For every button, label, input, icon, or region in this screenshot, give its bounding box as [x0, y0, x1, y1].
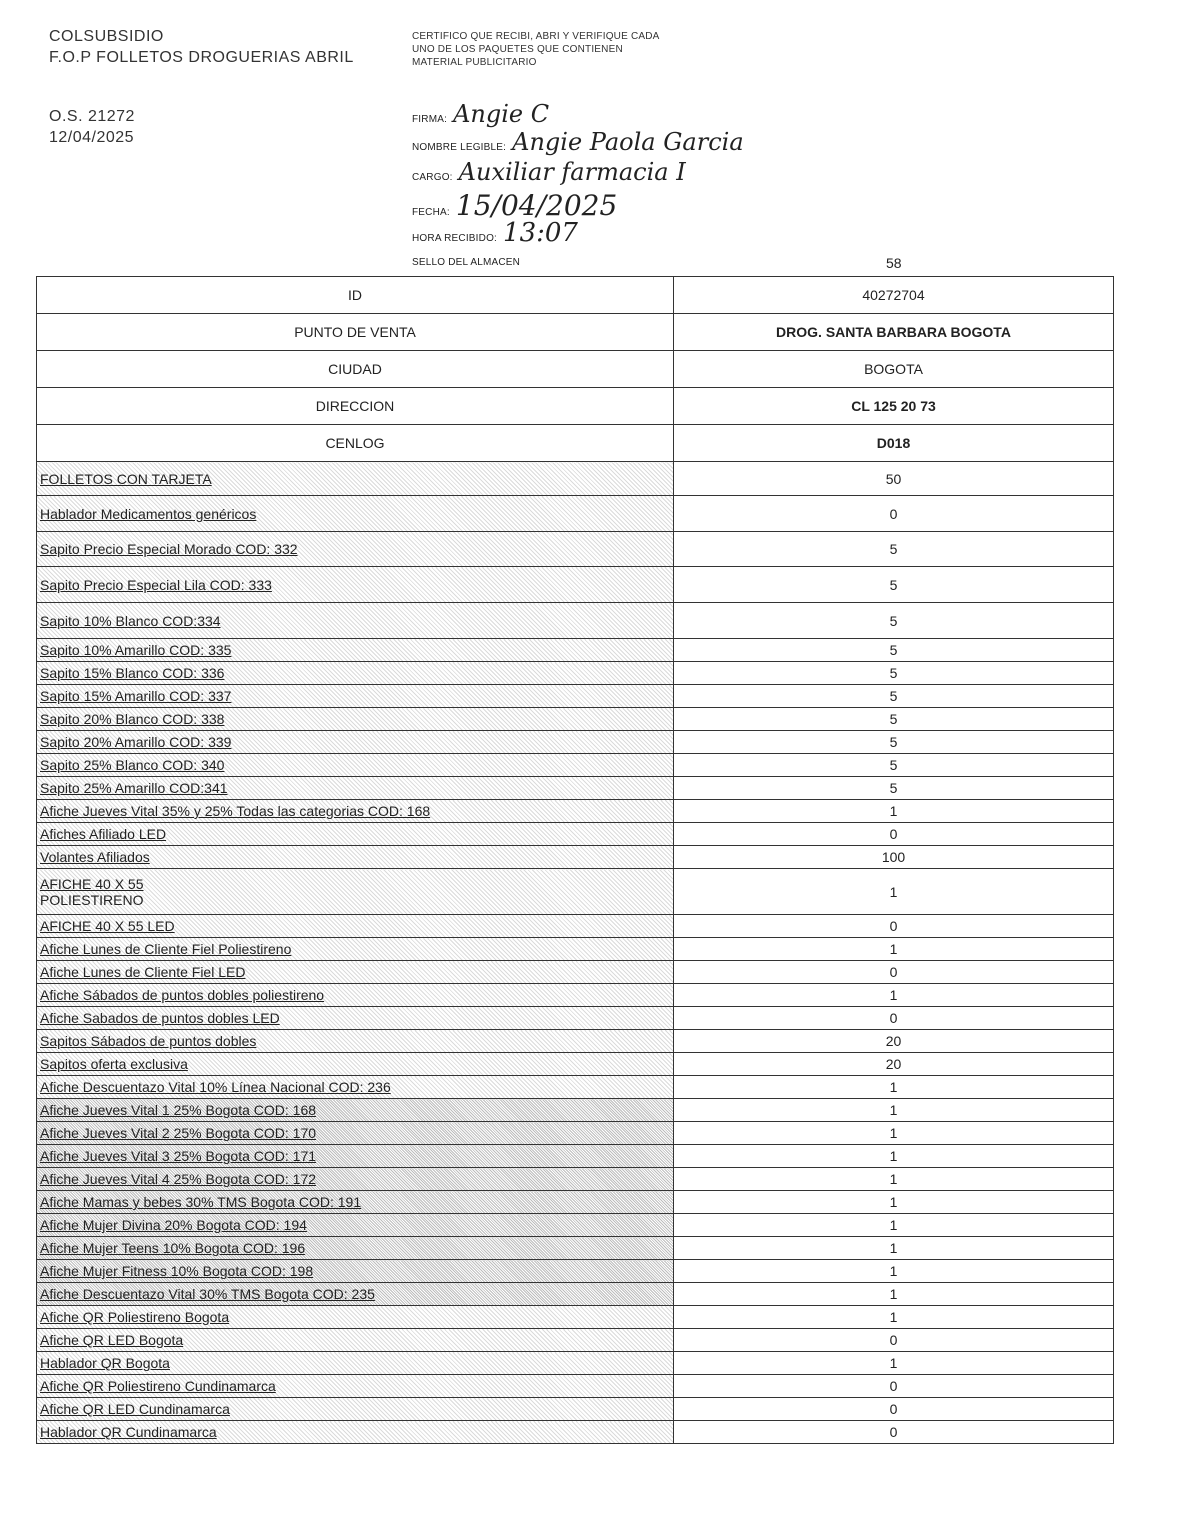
hora-field	[412, 218, 578, 248]
delivery-table-body	[37, 277, 1114, 1444]
item-label	[37, 961, 674, 984]
item-label-text: Sapito Precio Especial Morado COD: 332	[40, 541, 298, 557]
item-label-text: Sapito 15% Blanco COD: 336	[40, 665, 225, 681]
item-label-text: Sapito 20% Blanco COD: 338	[40, 711, 225, 727]
item-quantity: 5	[674, 731, 1114, 754]
item-quantity: 1	[674, 1283, 1114, 1306]
item-row	[37, 1352, 1114, 1375]
item-row	[37, 1168, 1114, 1191]
item-row	[37, 1122, 1114, 1145]
order-number: O.S. 21272	[49, 108, 135, 125]
item-row	[37, 639, 1114, 662]
info-label: CIUDAD	[37, 351, 674, 388]
item-label	[37, 708, 674, 731]
item-label	[37, 496, 674, 532]
delivery-table	[36, 276, 1114, 1444]
document-header	[49, 26, 354, 148]
firma-label: FIRMA:	[412, 114, 448, 125]
item-row	[37, 1329, 1114, 1352]
item-quantity: 0	[674, 961, 1114, 984]
item-row	[37, 1030, 1114, 1053]
item-row	[37, 984, 1114, 1007]
item-quantity: 5	[674, 603, 1114, 639]
item-row	[37, 567, 1114, 603]
cargo-value: Auxiliar farmacia I	[458, 158, 686, 186]
nombre-field	[412, 128, 744, 156]
item-label-text: AFICHE 40 X 55 LED	[40, 918, 175, 934]
item-label	[37, 1122, 674, 1145]
sello-label: SELLO DEL ALMACEN	[412, 257, 521, 268]
item-row	[37, 869, 1114, 915]
item-quantity: 5	[674, 685, 1114, 708]
item-quantity: 5	[674, 754, 1114, 777]
item-row	[37, 1191, 1114, 1214]
item-label-text: Afiche Mujer Divina 20% Bogota COD: 194	[40, 1217, 307, 1233]
document-date: 12/04/2025	[49, 129, 135, 146]
item-quantity: 1	[674, 800, 1114, 823]
item-row	[37, 1398, 1114, 1421]
item-label-text: Sapito 25% Amarillo COD:341	[40, 780, 228, 796]
item-label	[37, 1145, 674, 1168]
item-quantity: 0	[674, 1421, 1114, 1444]
item-label-text: Sapito 10% Blanco COD:334	[40, 612, 221, 629]
item-label-text: FOLLETOS CON TARJETA	[40, 470, 212, 487]
item-quantity: 5	[674, 639, 1114, 662]
item-label	[37, 1007, 674, 1030]
item-label	[37, 532, 674, 567]
item-label-text: Sapito Precio Especial Lila COD: 333	[40, 576, 272, 593]
item-row	[37, 731, 1114, 754]
item-label-text: Afiche QR LED Bogota	[40, 1332, 184, 1348]
item-label-text: Afiche Lunes de Cliente Fiel Poliestireno	[40, 941, 292, 957]
item-row	[37, 462, 1114, 496]
item-quantity: 50	[674, 462, 1114, 496]
firma-signature: Angie C	[453, 100, 550, 128]
item-label-text: Sapitos Sábados de puntos dobles	[40, 1033, 257, 1049]
item-label-text: Sapitos oferta exclusiva	[40, 1056, 188, 1072]
item-label	[37, 1329, 674, 1352]
item-label	[37, 1191, 674, 1214]
item-label	[37, 731, 674, 754]
item-label	[37, 1099, 674, 1122]
item-quantity: 1	[674, 938, 1114, 961]
item-label	[37, 1421, 674, 1444]
item-label	[37, 1375, 674, 1398]
item-label	[37, 1398, 674, 1421]
item-label-text: Afiches Afiliado LED	[40, 826, 167, 842]
item-label-text: Afiche Descuentazo Vital 30% TMS Bogota COD: 235	[40, 1286, 375, 1302]
item-label	[37, 777, 674, 800]
item-label-text: Hablador QR Cundinamarca	[40, 1424, 217, 1440]
item-label-text: Afiche Jueves Vital 1 25% Bogota COD: 168	[40, 1102, 317, 1118]
item-row	[37, 1214, 1114, 1237]
item-label	[37, 1168, 674, 1191]
info-value: BOGOTA	[674, 351, 1114, 388]
item-label	[37, 1237, 674, 1260]
item-label	[37, 1076, 674, 1099]
fecha-label: FECHA:	[412, 207, 450, 218]
item-label	[37, 823, 674, 846]
item-label	[37, 800, 674, 823]
item-quantity: 1	[674, 1306, 1114, 1329]
item-row	[37, 754, 1114, 777]
item-label	[37, 846, 674, 869]
item-quantity: 1	[674, 1352, 1114, 1375]
item-label	[37, 685, 674, 708]
item-label-text: Afiche Jueves Vital 2 25% Bogota COD: 170	[40, 1125, 317, 1141]
item-row	[37, 532, 1114, 567]
item-row	[37, 662, 1114, 685]
item-label	[37, 754, 674, 777]
item-row	[37, 800, 1114, 823]
item-quantity: 1	[674, 1099, 1114, 1122]
item-label-text: Afiche Jueves Vital 3 25% Bogota COD: 171	[40, 1148, 317, 1164]
item-label	[37, 603, 674, 639]
item-row	[37, 823, 1114, 846]
item-label-text: Afiche Descuentazo Vital 10% Línea Nacional COD: 236	[40, 1079, 391, 1095]
item-label-text: Afiche Mamas y bebes 30% TMS Bogota COD: 191	[40, 1194, 362, 1210]
item-label	[37, 1030, 674, 1053]
firma-field	[412, 100, 549, 128]
page-number: 58	[886, 255, 902, 271]
info-label: PUNTO DE VENTA	[37, 314, 674, 351]
item-quantity: 20	[674, 1030, 1114, 1053]
item-quantity: 5	[674, 662, 1114, 685]
item-row	[37, 1076, 1114, 1099]
item-label-text: Sapito 10% Amarillo COD: 335	[40, 642, 232, 658]
item-label	[37, 567, 674, 603]
item-label	[37, 984, 674, 1007]
info-value: 40272704	[674, 277, 1114, 314]
item-quantity: 0	[674, 1375, 1114, 1398]
item-label-text: Afiche QR LED Cundinamarca	[40, 1401, 230, 1417]
hora-label: HORA RECIBIDO:	[412, 233, 498, 244]
item-row	[37, 1283, 1114, 1306]
info-row	[37, 314, 1114, 351]
item-label-text: Afiche Sabados de puntos dobles LED	[40, 1010, 280, 1026]
item-label-text: Afiche Sábados de puntos dobles poliestireno	[40, 987, 325, 1003]
item-label	[37, 1214, 674, 1237]
item-row	[37, 1306, 1114, 1329]
item-quantity: 1	[674, 869, 1114, 915]
item-label	[37, 462, 674, 496]
item-label-text: Sapito 15% Amarillo COD: 337	[40, 688, 232, 704]
item-quantity: 1	[674, 984, 1114, 1007]
item-quantity: 1	[674, 1214, 1114, 1237]
item-label	[37, 1352, 674, 1375]
cargo-label: CARGO:	[412, 172, 453, 183]
item-row	[37, 961, 1114, 984]
info-value: D018	[674, 425, 1114, 462]
item-label-text: Afiche Jueves Vital 4 25% Bogota COD: 172	[40, 1171, 317, 1187]
item-quantity: 5	[674, 777, 1114, 800]
info-row	[37, 277, 1114, 314]
item-label	[37, 1260, 674, 1283]
item-label-text-line2: POLIESTIRENO	[40, 891, 144, 908]
item-label-text: Hablador QR Bogota	[40, 1355, 170, 1371]
hora-value: 13:07	[503, 218, 578, 248]
info-label: CENLOG	[37, 425, 674, 462]
item-quantity: 1	[674, 1145, 1114, 1168]
item-label-text: Afiche Lunes de Cliente Fiel LED	[40, 964, 246, 980]
item-row	[37, 777, 1114, 800]
item-quantity: 0	[674, 1329, 1114, 1352]
item-quantity: 0	[674, 823, 1114, 846]
item-row	[37, 708, 1114, 731]
item-row	[37, 1375, 1114, 1398]
item-quantity: 5	[674, 532, 1114, 567]
item-row	[37, 603, 1114, 639]
item-row	[37, 1053, 1114, 1076]
nombre-value: Angie Paola Garcia	[512, 128, 744, 156]
item-row	[37, 1145, 1114, 1168]
info-row	[37, 388, 1114, 425]
sello-field	[412, 252, 520, 270]
certificate-text: CERTIFICO QUE RECIBI, ABRI Y VERIFIQUE CADA UNO DE LOS PAQUETES QUE CONTIENEN MATERIAL PUBLICITARIO	[412, 31, 659, 68]
item-quantity: 0	[674, 1007, 1114, 1030]
item-label-text: Afiche Mujer Fitness 10% Bogota COD: 198	[40, 1263, 314, 1279]
item-label-text: Afiche Jueves Vital 35% y 25% Todas las categorias COD: 168	[40, 803, 431, 819]
item-quantity: 20	[674, 1053, 1114, 1076]
item-quantity: 1	[674, 1122, 1114, 1145]
item-quantity: 1	[674, 1260, 1114, 1283]
item-quantity: 0	[674, 496, 1114, 532]
item-quantity: 1	[674, 1168, 1114, 1191]
item-label	[37, 869, 674, 915]
item-row	[37, 1099, 1114, 1122]
item-label	[37, 1283, 674, 1306]
item-quantity: 5	[674, 567, 1114, 603]
item-label	[37, 1053, 674, 1076]
item-row	[37, 685, 1114, 708]
item-quantity: 5	[674, 708, 1114, 731]
item-quantity: 0	[674, 915, 1114, 938]
item-quantity: 100	[674, 846, 1114, 869]
item-label-text: Afiche QR Poliestireno Cundinamarca	[40, 1378, 276, 1394]
info-value: DROG. SANTA BARBARA BOGOTA	[674, 314, 1114, 351]
company-name: COLSUBSIDIO	[49, 28, 164, 45]
info-row	[37, 351, 1114, 388]
item-row	[37, 1421, 1114, 1444]
info-value: CL 125 20 73	[674, 388, 1114, 425]
item-label-text: AFICHE 40 X 55	[40, 875, 144, 892]
item-label-text: Volantes Afiliados	[40, 849, 150, 865]
item-row	[37, 1260, 1114, 1283]
item-row	[37, 846, 1114, 869]
item-label	[37, 662, 674, 685]
info-row	[37, 425, 1114, 462]
item-row	[37, 1237, 1114, 1260]
item-row	[37, 1007, 1114, 1030]
item-label	[37, 938, 674, 961]
item-row	[37, 938, 1114, 961]
item-label	[37, 915, 674, 938]
item-quantity: 1	[674, 1191, 1114, 1214]
fecha-value: 15/04/2025	[455, 189, 618, 222]
item-quantity: 1	[674, 1237, 1114, 1260]
info-label: ID	[37, 277, 674, 314]
cargo-field	[412, 158, 686, 186]
item-label	[37, 1306, 674, 1329]
item-label-text: Sapito 25% Blanco COD: 340	[40, 757, 225, 773]
item-label-text: Afiche Mujer Teens 10% Bogota COD: 196	[40, 1240, 306, 1256]
document-subtitle: F.O.P FOLLETOS DROGUERIAS ABRIL	[49, 49, 354, 66]
nombre-label: NOMBRE LEGIBLE:	[412, 142, 507, 153]
item-quantity: 1	[674, 1076, 1114, 1099]
item-row	[37, 915, 1114, 938]
info-label: DIRECCION	[37, 388, 674, 425]
item-label-text: Afiche QR Poliestireno Bogota	[40, 1309, 230, 1325]
item-label-text: Sapito 20% Amarillo COD: 339	[40, 734, 232, 750]
item-quantity: 0	[674, 1398, 1114, 1421]
item-row	[37, 496, 1114, 532]
item-label-text: Hablador Medicamentos genéricos	[40, 505, 257, 522]
item-label	[37, 639, 674, 662]
